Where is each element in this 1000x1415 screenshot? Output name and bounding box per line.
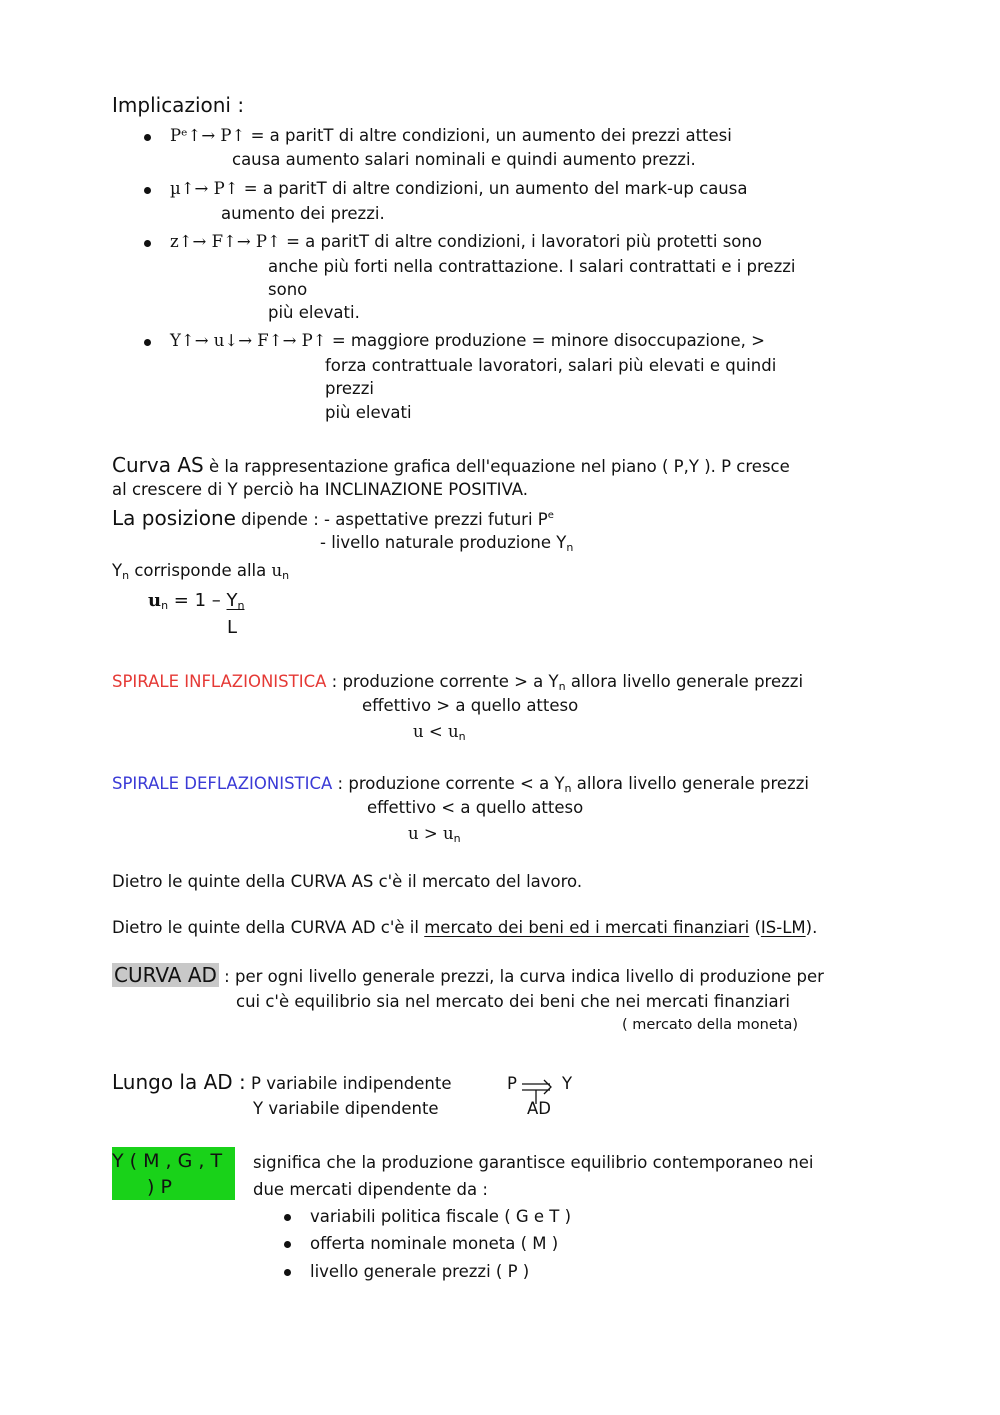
dietro-ad <box>112 917 817 939</box>
posizione-line1 <box>112 505 554 531</box>
bullet-icon <box>284 1241 291 1248</box>
text: = a paritT di altre condizioni, i lavoratori più protetti sono <box>280 232 762 251</box>
lungo-ad-line1 <box>112 1071 452 1095</box>
implicazione-3-cont: più elevati. <box>268 303 360 322</box>
posizione-line2 <box>320 532 573 559</box>
sup: e <box>547 510 554 521</box>
formula: Pᵉ↑→ P↑ <box>170 126 246 145</box>
bullet-icon <box>284 1214 291 1221</box>
bullet-icon <box>144 134 151 141</box>
spirale-def-line1 <box>112 773 809 800</box>
text: Y <box>226 590 238 611</box>
implicazione-1-cont: causa aumento salari nominali e quindi aumento prezzi. <box>232 150 696 169</box>
sub: n <box>566 541 574 554</box>
sub: n <box>282 569 290 582</box>
text: u < u <box>413 722 459 741</box>
sub: n <box>564 782 572 795</box>
text: = 1 – <box>168 590 227 611</box>
text: P variabile indipendente <box>245 1074 452 1093</box>
implicazione-1 <box>170 125 732 147</box>
formula-denominator: L <box>227 617 238 638</box>
text: = a paritT di altre condizioni, un aumento del mark-up causa <box>238 179 748 198</box>
numerator <box>227 590 245 611</box>
implicazione-4-cont: forza contrattuale lavoratori, salari più elevati e quindi <box>325 356 777 375</box>
text: : produzione corrente < a Y <box>332 774 565 793</box>
sub: n <box>458 730 466 743</box>
spirale-inf-cond <box>413 721 466 748</box>
diagram-y: Y <box>562 1074 573 1093</box>
text: u <box>271 561 283 580</box>
sub: n <box>237 599 245 612</box>
spirale-def-line2: effettivo < a quello atteso <box>367 798 584 817</box>
text: Dietro le quinte della CURVA AD c'è il <box>112 918 425 937</box>
bullet-icon <box>144 187 151 194</box>
implicazione-4-cont: prezzi <box>325 379 374 398</box>
lungo-ad-line2: Y variabile dipendente <box>253 1099 439 1118</box>
curva-as-line2: al crescere di Y perciò ha INCLINAZIONE POSITIVA. <box>112 480 528 499</box>
islm-link: IS-LM <box>760 918 806 937</box>
formula: z↑→ F↑→ P↑ <box>170 232 281 251</box>
text: = a paritT di altre condizioni, un aumento dei prezzi attesi <box>245 126 732 145</box>
text: allora livello generale prezzi <box>571 774 809 793</box>
bullet-icon <box>144 339 151 346</box>
sub: n <box>122 569 130 582</box>
bullet-icon <box>144 240 151 247</box>
implicazione-4-cont: più elevati <box>325 403 412 422</box>
text: ). <box>805 918 818 937</box>
yfunc-desc1: significa che la produzione garantisce equilibrio contemporaneo nei <box>253 1153 814 1172</box>
text: corrisponde alla <box>129 561 272 580</box>
implicazione-3-cont: anche più forti nella contrattazione. I salari contrattati e i prezzi <box>268 257 796 276</box>
implicazione-3-cont: sono <box>268 280 308 299</box>
formula: µ↑→ P↑ <box>170 179 239 198</box>
text: dipende : - aspettative prezzi futuri P <box>235 510 548 529</box>
dietro-as: Dietro le quinte della CURVA AS c'è il mercato del lavoro. <box>112 872 583 891</box>
sub: n <box>453 832 461 845</box>
implicazione-2 <box>170 178 747 200</box>
curva-ad-line3: ( mercato della moneta) <box>622 1017 798 1033</box>
curva-ad-line2: cui c'è equilibrio sia nel mercato dei beni che nei mercati finanziari <box>236 992 790 1011</box>
text: è la rappresentazione grafica dell'equazione nel piano ( P,Y ). P cresce <box>203 457 790 476</box>
lungo-ad-heading: Lungo la AD : <box>112 1070 246 1094</box>
implicazione-3 <box>170 231 762 253</box>
spirale-def-cond <box>408 823 461 850</box>
yfunc-bullet-1: variabili politica fiscale ( G e T ) <box>310 1207 572 1226</box>
yfunc-bullet-3: livello generale prezzi ( P ) <box>310 1262 530 1281</box>
formula-un <box>148 590 244 617</box>
text: u <box>148 590 162 611</box>
mercati-link: mercato dei beni ed i mercati finanziari <box>424 918 750 937</box>
diagram-ad: AD <box>527 1099 551 1118</box>
text: = maggiore produzione = minore disoccupazione, > <box>326 331 765 350</box>
diagram-p: P <box>507 1074 517 1093</box>
sub: n <box>161 599 169 612</box>
sub: n <box>558 680 566 693</box>
curva-ad-heading: CURVA AD <box>114 963 217 987</box>
implicazioni-title: Implicazioni : <box>112 93 245 117</box>
spirale-inf-line2: effettivo > a quello atteso <box>362 696 579 715</box>
text: : produzione corrente > a Y <box>326 672 559 691</box>
yfunc-bullet-2: offerta nominale moneta ( M ) <box>310 1234 559 1253</box>
spirale-def-label: SPIRALE DEFLAZIONISTICA <box>112 774 333 793</box>
bullet-icon <box>284 1269 291 1276</box>
curva-as-heading: Curva AS <box>112 453 204 477</box>
curva-as-line1 <box>112 454 790 478</box>
text: u > u <box>408 824 454 843</box>
implicazione-2-cont: aumento dei prezzi. <box>221 204 385 223</box>
implicazione-4 <box>170 330 765 352</box>
yfunc-desc2: due mercati dipendente da : <box>253 1180 488 1199</box>
y-function-line1: Y ( M , G , T <box>112 1150 223 1172</box>
text: : per ogni livello generale prezzi, la curva indica livello di produzione per <box>218 967 824 986</box>
y-function-line2: ) P <box>147 1176 172 1198</box>
posizione-heading: La posizione <box>112 506 236 530</box>
curva-ad-line1 <box>112 964 824 988</box>
text: Y <box>112 561 123 580</box>
spirale-inf-label: SPIRALE INFLAZIONISTICA <box>112 672 327 691</box>
text: allora livello generale prezzi <box>565 672 804 691</box>
spirale-inf-line1 <box>112 671 803 698</box>
text: - livello naturale produzione Y <box>320 533 567 552</box>
yn-line <box>112 560 289 587</box>
text: ( <box>749 918 761 937</box>
formula: Y↑→ u↓→ F↑→ P↑ <box>170 331 327 350</box>
